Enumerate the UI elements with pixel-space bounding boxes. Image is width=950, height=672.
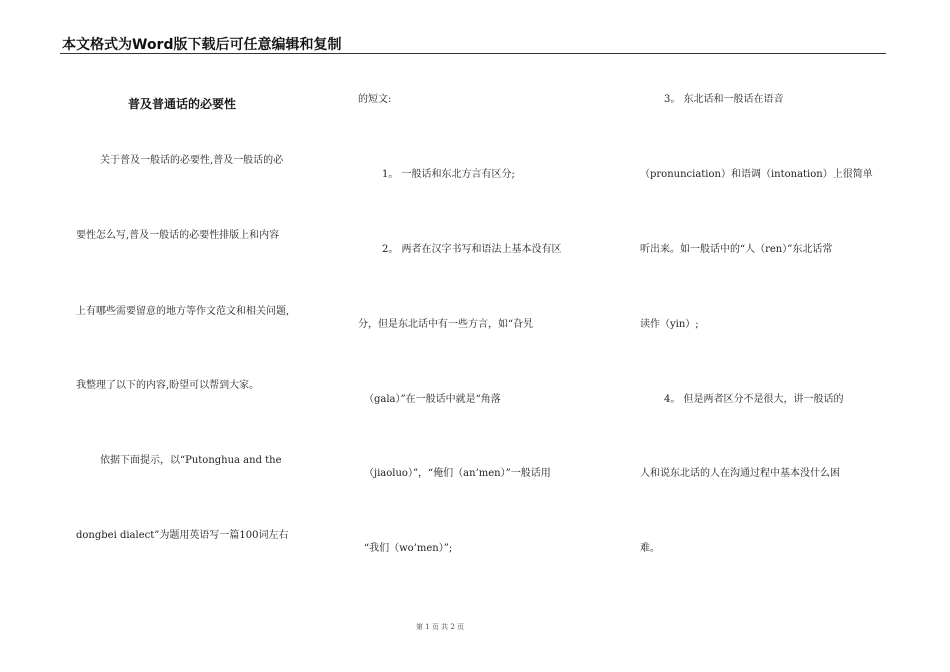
text-line: “我们（wo’men）”; — [364, 543, 453, 554]
text-line: 的短文: — [358, 94, 392, 105]
text-column-3 — [630, 0, 890, 620]
text-line: 听出来。如一般话中的“人（ren）”东北话常 — [640, 244, 833, 255]
text-line: 读作（yin）; — [640, 319, 699, 330]
text-line: 人和说东北话的人在沟通过程中基本没什么困 — [640, 468, 840, 479]
text-column-2 — [350, 0, 610, 620]
download-banner: 本文格式为Word版下载后可任意编辑和复制 — [62, 37, 342, 53]
text-line: 3。 东北话和一般话在语音 — [664, 94, 784, 105]
text-line: 关于普及一般话的必要性,普及一般话的必 — [100, 155, 284, 166]
text-line: 上有哪些需要留意的地方等作文范文和相关问题, — [76, 306, 290, 317]
text-line: dongbei dialect”为题用英语写一篇100词左右 — [76, 530, 289, 541]
document-title: 普及普通话的必要性 — [128, 97, 237, 111]
text-line: 1。 一般话和东北方言有区分; — [382, 169, 515, 180]
text-line: 分，但是东北话中有一些方言，如“旮旯 — [358, 319, 534, 330]
text-line: （pronunciation）和语调（intonation）上很简单 — [640, 169, 873, 180]
text-line: 依据下面提示，以“Putonghua and the — [100, 455, 282, 466]
text-line: 要性怎么写,普及一般话的必要性排版上和内容 — [76, 230, 280, 241]
page-number-footer: 第 1 页 共 2 页 — [415, 623, 465, 631]
text-line: （gala）”在一般话中就是“角落 — [364, 394, 501, 405]
text-line: 难。 — [640, 543, 660, 554]
text-line: （jiaoluo）”，“俺们（an’men）”一般话用 — [364, 468, 551, 479]
text-line: 我整理了以下的内容,盼望可以帮到大家。 — [76, 380, 260, 391]
text-line: 4。 但是两者区分不是很大，讲一般话的 — [664, 394, 844, 405]
text-column-1 — [70, 0, 330, 620]
text-line: 2。 两者在汉字书写和语法上基本没有区 — [382, 244, 562, 255]
